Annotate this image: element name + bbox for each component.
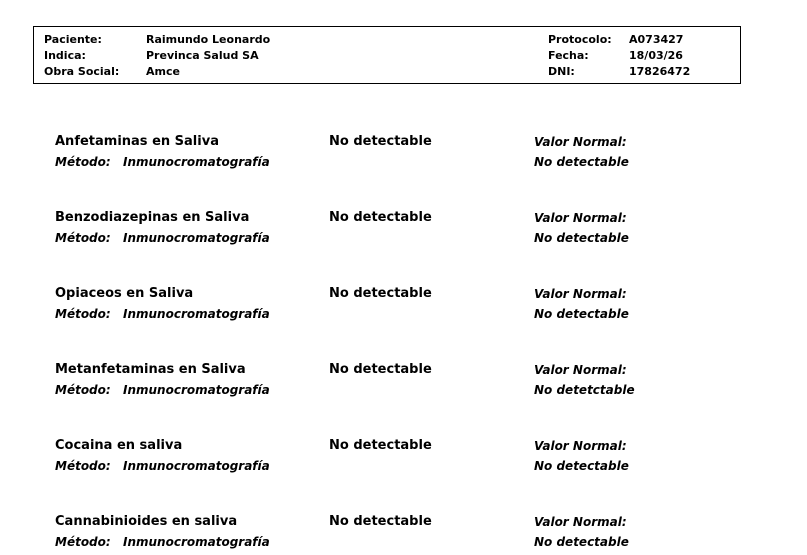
- method-label: Método:: [55, 535, 111, 549]
- indica-label: Indica:: [44, 49, 86, 62]
- test-result: No detectable: [329, 514, 432, 529]
- method-label: Método:: [55, 459, 111, 473]
- protocolo-label: Protocolo:: [548, 33, 612, 46]
- normal-value: No detectable: [534, 307, 629, 321]
- method-value: Inmunocromatografía: [123, 459, 270, 473]
- test-block-benzodiazepinas: [0, 209, 807, 249]
- normal-value-label: Valor Normal:: [534, 363, 627, 377]
- test-block-cocaina: [0, 437, 807, 477]
- method-value: Inmunocromatografía: [123, 307, 270, 321]
- patient-header: [33, 26, 741, 84]
- obra-social-label: Obra Social:: [44, 65, 120, 78]
- normal-value: No detectable: [534, 459, 629, 473]
- method-label: Método:: [55, 231, 111, 245]
- paciente-label: Paciente:: [44, 33, 102, 46]
- normal-value: No detetctable: [534, 383, 635, 397]
- method-value: Inmunocromatografía: [123, 155, 270, 169]
- test-result: No detectable: [329, 134, 432, 149]
- test-block-metanfetaminas: [0, 361, 807, 401]
- normal-value: No detectable: [534, 155, 629, 169]
- test-block-anfetaminas: [0, 133, 807, 173]
- obra-social-value: Amce: [146, 65, 180, 78]
- fecha-value: 18/03/26: [629, 49, 683, 62]
- normal-value-label: Valor Normal:: [534, 439, 627, 453]
- test-name: Cannabinioides en saliva: [55, 514, 238, 529]
- test-result: No detectable: [329, 438, 432, 453]
- method-label: Método:: [55, 155, 111, 169]
- test-name: Benzodiazepinas en Saliva: [55, 210, 250, 225]
- test-result: No detectable: [329, 286, 432, 301]
- normal-value: No detectable: [534, 535, 629, 549]
- method-value: Inmunocromatografía: [123, 535, 270, 549]
- test-block-cannabinioides: [0, 513, 807, 553]
- normal-value-label: Valor Normal:: [534, 135, 627, 149]
- test-result: No detectable: [329, 210, 432, 225]
- normal-value-label: Valor Normal:: [534, 515, 627, 529]
- test-name: Opiaceos en Saliva: [55, 286, 194, 301]
- protocolo-value: A073427: [629, 33, 684, 46]
- test-block-opiaceos: [0, 285, 807, 325]
- normal-value: No detectable: [534, 231, 629, 245]
- dni-value: 17826472: [629, 65, 691, 78]
- fecha-label: Fecha:: [548, 49, 589, 62]
- test-name: Anfetaminas en Saliva: [55, 134, 219, 149]
- normal-value-label: Valor Normal:: [534, 211, 627, 225]
- test-name: Metanfetaminas en Saliva: [55, 362, 246, 377]
- method-value: Inmunocromatografía: [123, 383, 270, 397]
- normal-value-label: Valor Normal:: [534, 287, 627, 301]
- method-value: Inmunocromatografía: [123, 231, 270, 245]
- test-result: No detectable: [329, 362, 432, 377]
- paciente-value: Raimundo Leonardo: [146, 33, 271, 46]
- dni-label: DNI:: [548, 65, 575, 78]
- method-label: Método:: [55, 307, 111, 321]
- method-label: Método:: [55, 383, 111, 397]
- test-name: Cocaina en saliva: [55, 438, 183, 453]
- indica-value: Previnca Salud SA: [146, 49, 259, 62]
